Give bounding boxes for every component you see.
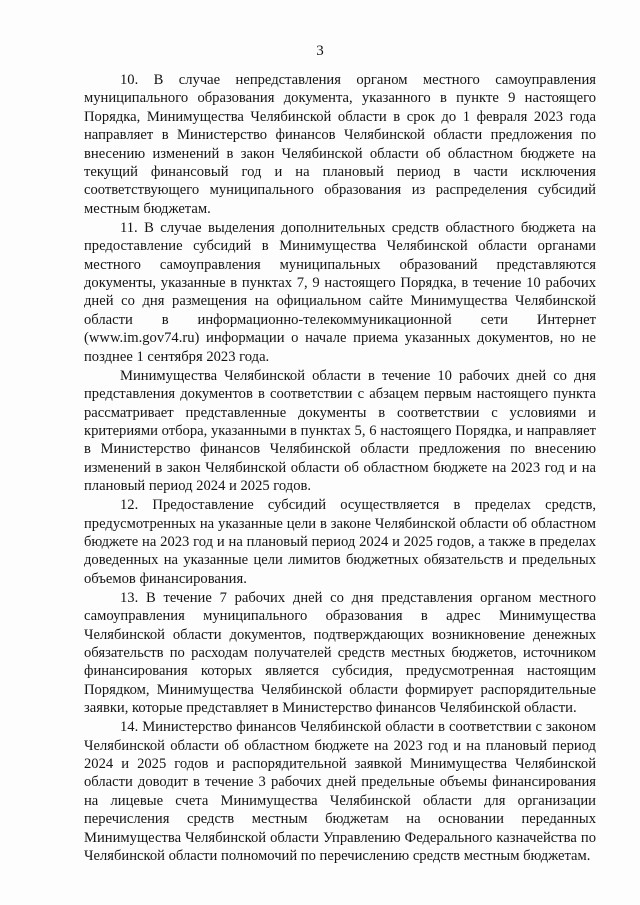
paragraph-10: 10. В случае непредставления органом местного самоуправления муниципального образования документа, указанного в пункте 9 настоящего Порядка, Минимущества Челябинской области в срок до 1 февраля 2023 года направляет в Министерство финансов Челябинской области предложения по внесению изменений в закон Челябинской области об областном бюджете на текущий финансовый год и на плановый период в части исключения соответствующего муниципального образования из распределения субсидий местным бюджетам.: [84, 72, 596, 217]
paragraph-14: 14. Министерство финансов Челябинской области в соответствии с законом Челябинской области об областном бюджете на 2023 год и на плановый период 2024 и 2025 годов и распорядительной заявкой Минимущества Челябинской области доводит в течение 3 рабочих дней предельные объемы финансирования на лицевые счета Минимущества Челябинской области для организации перечисления средств местным бюджетам на основании переданных Минимущества Челябинской области Управлению Федерального казначейства по Челябинской области полномочий по перечислению средств местным бюджетам.: [84, 719, 596, 865]
paragraph-11-part-2: Минимущества Челябинской области в течение 10 рабочих дней со дня представления документов в соответствии с абзацем первым настоящего пункта рассматривает представленные документы в соответствии с условиями и критериями отбора, указанными в пунктах 5, 6 настоящего Порядка, и направляет в Министерство финансов Челябинской области предложения по внесению изменений в закон Челябинской области об областном бюджете на 2023 год и на плановый период 2024 и 2025 годов.: [84, 367, 596, 495]
document-body: [84, 71, 596, 865]
paragraph-13: 13. В течение 7 рабочих дней со дня представления органом местного самоуправления муниципального образования в адрес Минимущества Челябинской области документов, подтверждающих возникновение денежных обязательств по расходам получателей средств местных бюджетов, источником финансирования которых является субсидия, предусмотренная настоящим Порядком, Минимущества Челябинской области формирует распорядительные заявки, которые представляет в Министерство финансов Челябинской области.: [84, 589, 596, 717]
paragraph-11: 11. В случае выделения дополнительных средств областного бюджета на предоставление субсидий в Минимущества Челябинской области органами местного самоуправления муниципальных образований представляются документы, указанные в пунктах 7, 9 настоящего Порядка, в течение 10 рабочих дней со дня размещения на официальном сайте Минимущества Челябинской области в информационно-телекоммуникационной сети Интернет (www.im.gov74.ru) информации о начале приема указанных документов, но не позднее 1 сентября 2023 года.: [84, 219, 596, 365]
page-number: 3: [316, 43, 324, 59]
paragraph-12: 12. Предоставление субсидий осуществляется в пределах средств, предусмотренных на указанные цели в законе Челябинской области об областном бюджете на 2023 год и на плановый период 2024 и 2025 годов, а также в пределах доведенных на указанные цели лимитов бюджетных обязательств и предельных объемов финансирования.: [84, 497, 596, 587]
